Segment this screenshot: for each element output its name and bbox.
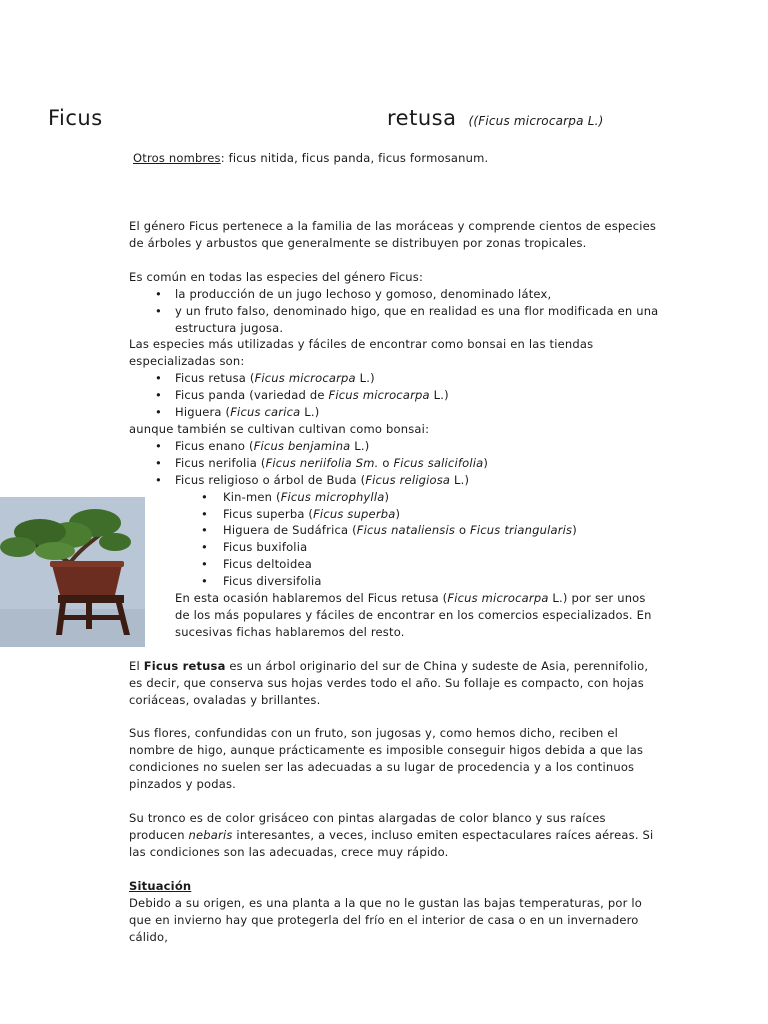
latin-term: nebaris bbox=[188, 828, 233, 842]
other-names-label: Otros nombres bbox=[133, 151, 221, 165]
situation-paragraph: Debido a su origen, es una planta a la que no le gustan las bajas temperaturas, por lo que en invierno hay que protegerla del frío en el interior de casa o en un invernadero cálido, bbox=[129, 895, 643, 944]
other-names-value: : ficus nitida, ficus panda, ficus formosanum. bbox=[220, 151, 489, 165]
list-item-text: ) bbox=[572, 523, 577, 538]
common-traits-list bbox=[129, 286, 664, 337]
list-item: • y un fruto falso, denominado higo, que en realidad es una flor modificada en una estructura jugosa. bbox=[129, 303, 664, 337]
list-item-text: Ficus enano ( bbox=[175, 438, 254, 453]
list-item bbox=[129, 472, 664, 489]
list-item-text: Ficus superba ( bbox=[223, 506, 314, 521]
list-item-text: ) bbox=[384, 489, 390, 504]
bonsai-photo bbox=[0, 497, 145, 647]
latin-name: Ficus benjamina bbox=[253, 438, 351, 453]
latin-name: Ficus microphylla bbox=[280, 489, 385, 504]
list-item bbox=[129, 489, 664, 506]
list-item-text: o bbox=[378, 455, 394, 470]
section-title-situation: Situación bbox=[129, 878, 192, 893]
latin-name: Ficus carica bbox=[230, 405, 301, 420]
list-item-text: Ficus religioso o árbol de Buda ( bbox=[175, 472, 366, 487]
title-latin-name: ((Ficus microcarpa L.) bbox=[468, 114, 604, 128]
paragraph-text: es un árbol originario del sur de China y sudeste de Asia, perennifolio, es decir, que conserva sus hojas verdes todo el año. Su follaje es compacto, con hojas coriáceas, ovaladas y brillantes. bbox=[129, 658, 649, 707]
list-item-text: o bbox=[455, 523, 471, 538]
list-item bbox=[129, 370, 664, 387]
paragraph-text: El bbox=[129, 658, 144, 673]
list-item bbox=[129, 522, 664, 539]
list-item-text: Higuera de Sudáfrica ( bbox=[223, 523, 357, 538]
list-item-text: Ficus nerifolia ( bbox=[175, 455, 266, 470]
title-genus: Ficus bbox=[48, 106, 103, 130]
also-intro: aunque también se cultivan cultivan como bonsai: bbox=[129, 421, 430, 436]
title-species-word: retusa bbox=[387, 106, 457, 130]
intro-paragraph: El género Ficus pertenece a la familia de las moráceas y comprende cientos de especies de árboles y arbustos que generalmente se distribuyen por zonas tropicales. bbox=[129, 219, 657, 250]
list-item bbox=[129, 438, 664, 455]
list-item: • Ficus deltoidea bbox=[129, 556, 664, 573]
document-body bbox=[129, 218, 664, 945]
list-item bbox=[129, 455, 664, 472]
species-list bbox=[129, 370, 664, 421]
origin-paragraph bbox=[129, 658, 664, 709]
list-item-text: Ficus retusa ( bbox=[175, 371, 255, 386]
list-item-text: L.) bbox=[429, 388, 449, 403]
latin-name: Ficus salicifolia bbox=[393, 455, 484, 470]
common-traits-intro: Es común en todas las especies del género Ficus: bbox=[129, 269, 424, 284]
list-item: • la producción de un jugo lechoso y gomoso, denominado látex, bbox=[129, 286, 664, 303]
list-item-text: Kin-men ( bbox=[223, 489, 281, 504]
occasion-paragraph bbox=[129, 590, 664, 641]
list-item-text: L.) bbox=[450, 472, 470, 487]
list-item bbox=[129, 387, 664, 404]
list-item-text: Ficus panda (variedad de bbox=[175, 388, 329, 403]
list-item-text: ) bbox=[483, 455, 489, 470]
paragraph-text: L.) por ser unos de los más populares y fáciles de encontrar en los comercios especializados. En sucesivas fichas hablaremos del resto. bbox=[175, 591, 652, 639]
list-item: • Ficus diversifolia bbox=[129, 573, 664, 590]
species-intro: Las especies más utilizadas y fáciles de encontrar como bonsai en las tiendas especializadas son: bbox=[129, 337, 594, 369]
list-item: • Ficus buxifolia bbox=[129, 539, 664, 556]
list-item bbox=[129, 404, 664, 421]
list-item-text: L.) bbox=[355, 371, 375, 386]
list-item bbox=[129, 506, 664, 523]
species-name-bold: Ficus retusa bbox=[143, 658, 226, 673]
other-names bbox=[133, 151, 488, 165]
also-list bbox=[129, 438, 664, 489]
religious-sub-list bbox=[129, 489, 664, 590]
paragraph-text: interesantes, a veces, incluso emiten espectaculares raíces aéreas. Si las condiciones son las adecuadas, crece muy rápido. bbox=[129, 828, 654, 859]
trunk-paragraph bbox=[129, 810, 664, 861]
latin-name: Ficus microcarpa bbox=[447, 591, 549, 606]
latin-name: Ficus triangularis bbox=[470, 523, 573, 538]
flowers-paragraph: Sus flores, confundidas con un fruto, son jugosas y, como hemos dicho, reciben el nombre de higo, aunque prácticamente es imposible conseguir higos debida a que las condiciones no suelen ser las adecuadas a su lugar de procedencia y a los continuos pinzados y podas. bbox=[129, 726, 644, 792]
latin-name: Ficus microcarpa bbox=[328, 388, 430, 403]
latin-name: Ficus microcarpa bbox=[254, 371, 356, 386]
list-item-text: ) bbox=[395, 506, 401, 521]
latin-name: Ficus neriifolia Sm. bbox=[265, 455, 379, 470]
paragraph-text: Su tronco es de color grisáceo con pintas alargadas de color blanco y sus raíces producen bbox=[129, 811, 606, 842]
list-item-text: L.) bbox=[350, 438, 370, 453]
latin-name: Ficus religiosa bbox=[365, 472, 451, 487]
bonsai-image bbox=[0, 497, 145, 647]
latin-name: Ficus nataliensis bbox=[356, 523, 456, 538]
list-item-text: Higuera ( bbox=[175, 405, 231, 420]
list-item-text: L.) bbox=[300, 405, 320, 420]
title-species bbox=[387, 106, 603, 130]
latin-name: Ficus superba bbox=[313, 506, 396, 521]
paragraph-text: En esta ocasión hablaremos del Ficus retusa ( bbox=[175, 591, 448, 606]
